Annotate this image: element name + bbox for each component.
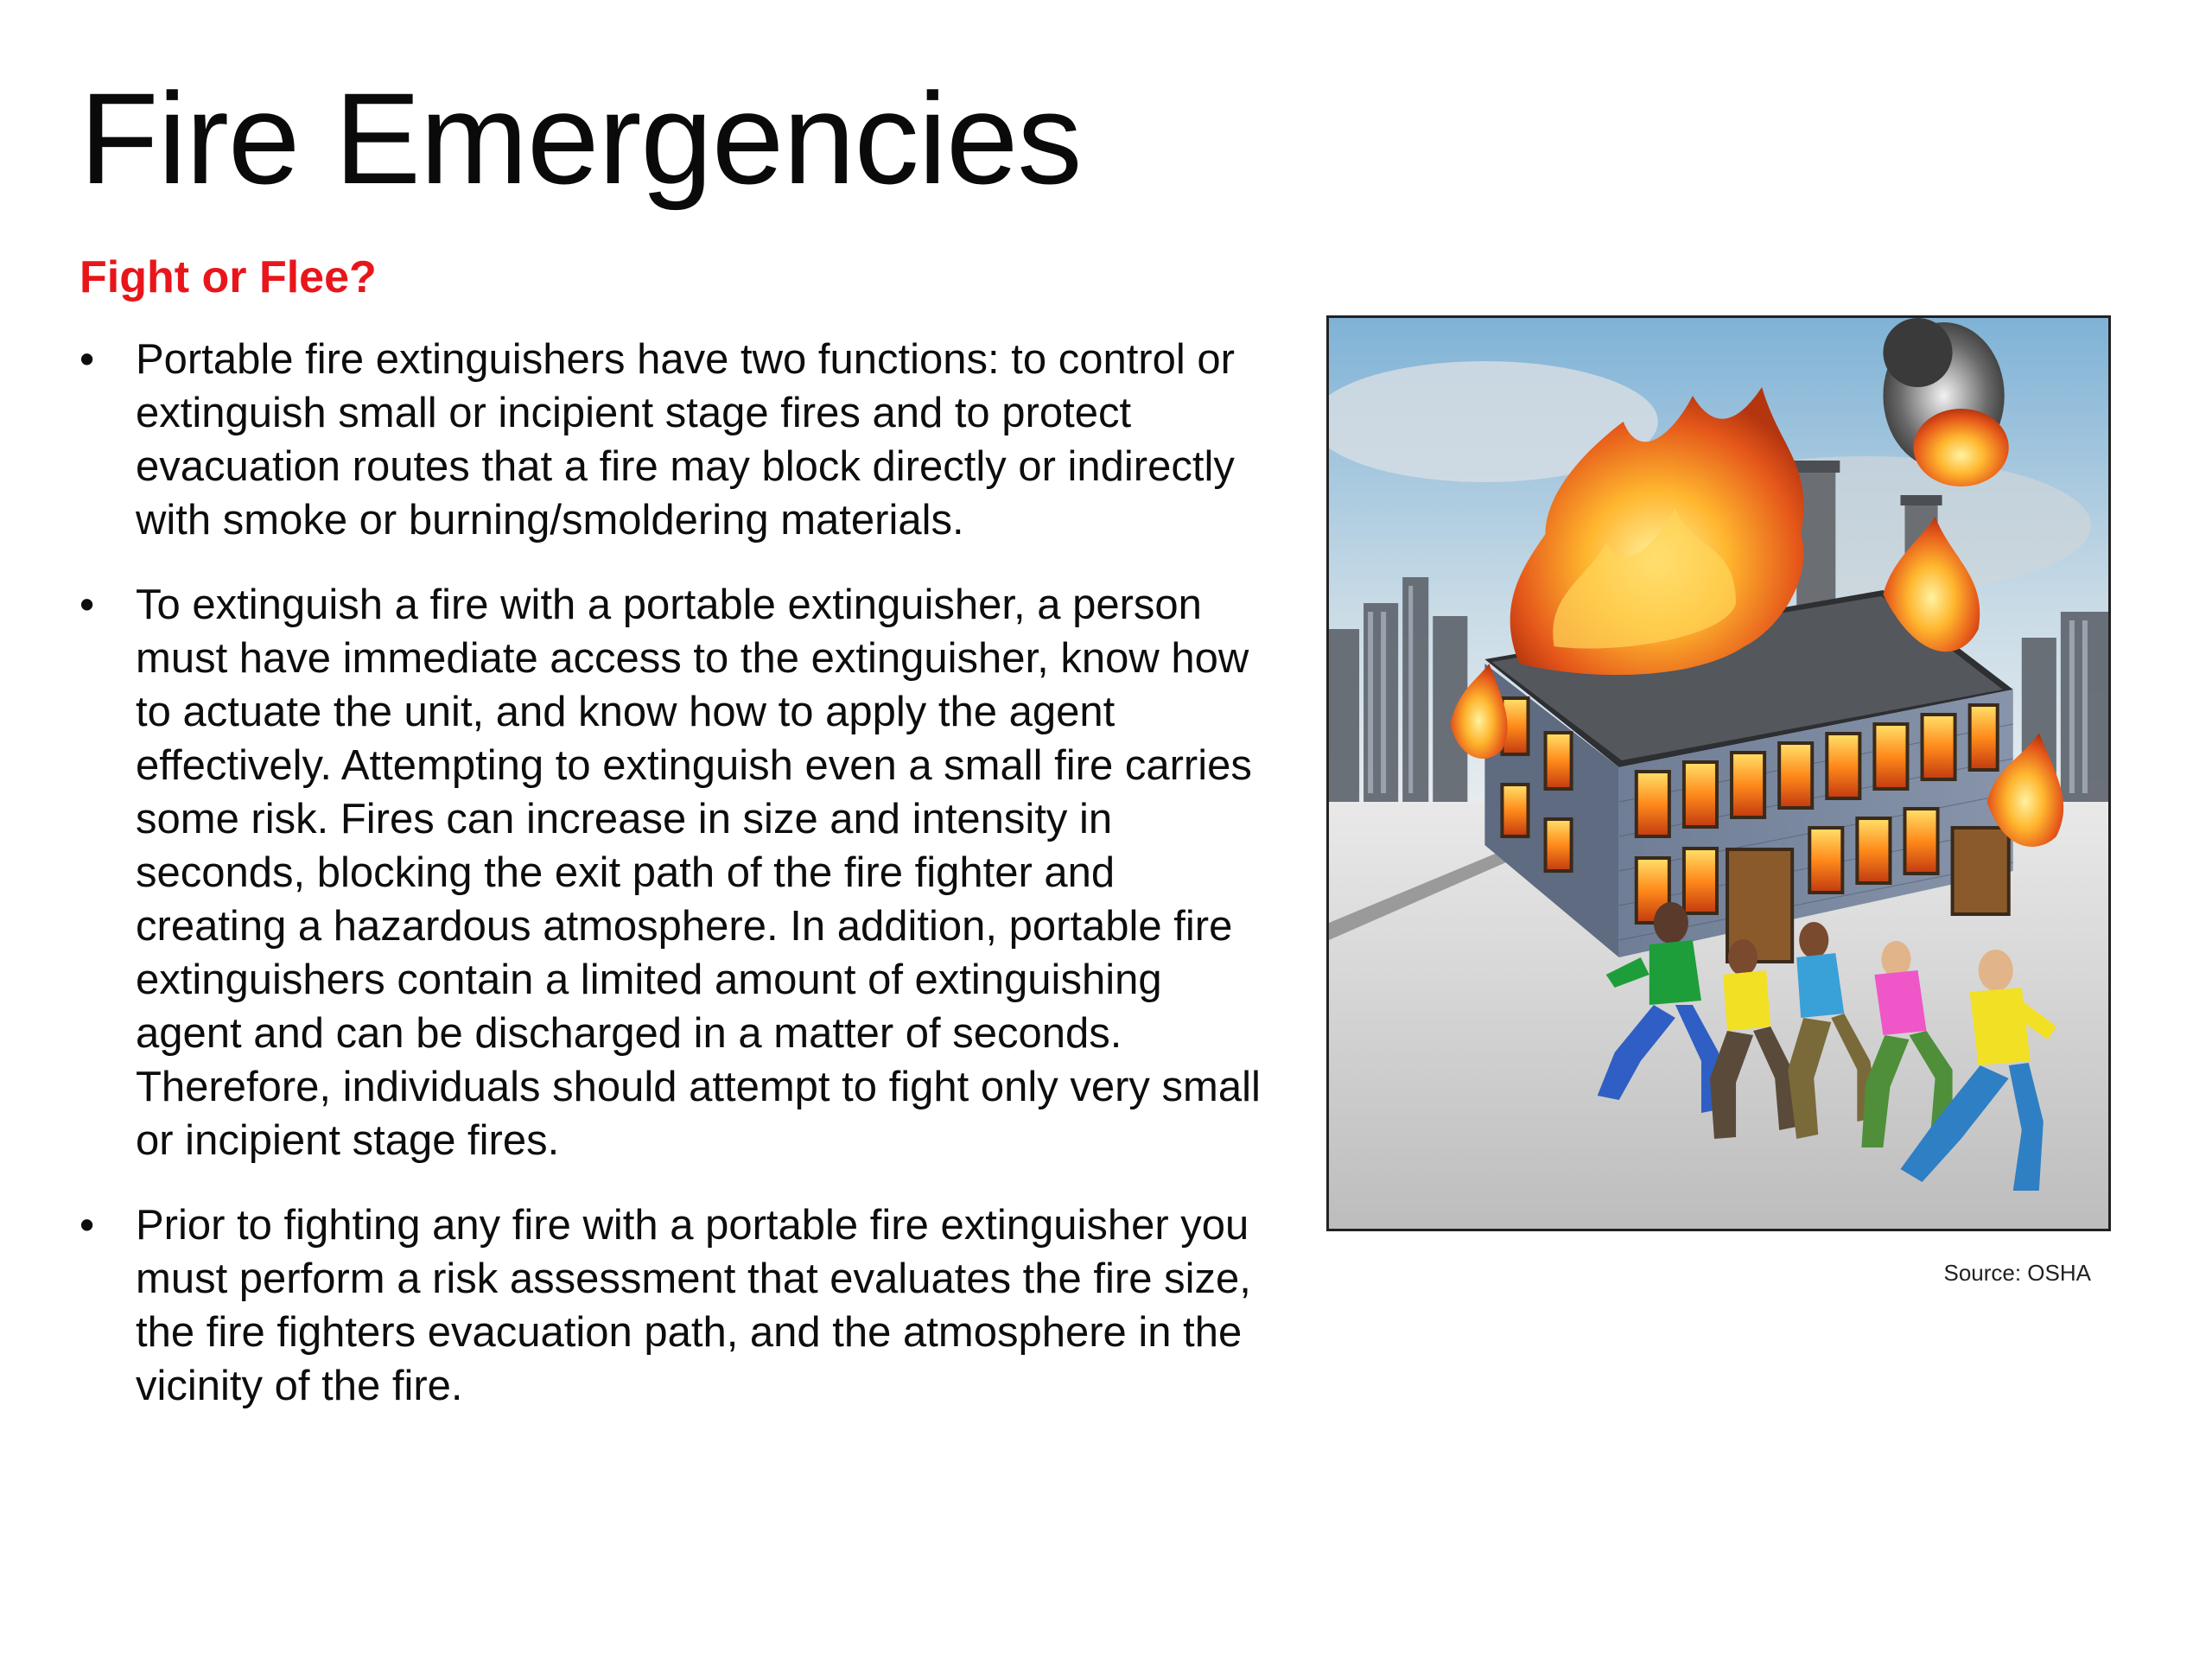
bullet-list — [79, 333, 1272, 1444]
burning-factory-icon — [1329, 318, 2108, 1229]
bullet-item — [79, 1198, 1272, 1413]
bullet-item — [79, 578, 1272, 1167]
bullet-text: Portable fire extinguishers have two functions: to control or extinguish small or incipient stage fires and to protect evacuation routes that a fire may block directly or indirectly with smoke or burning/smoldering materials. — [136, 336, 1235, 543]
slide-subtitle: Fight or Flee? — [79, 252, 377, 302]
bullet-text: To extinguish a fire with a portable extinguisher, a person must have immediate access to the extinguisher, know how to actuate the unit, and know how to apply the agent effectively. Attempting to extinguish even a small fire carries some risk. Fires can increase in size and intensity in seconds, blocking the exit path of the fire fighter and creating a hazardous atmosphere. In addition, portable fire extinguishers contain a limited amount of extinguishing agent and can be discharged in a matter of seconds. Therefore, individuals should attempt to fight only very small or incipient stage fires. — [136, 582, 1261, 1164]
burning-factory-illustration — [1326, 315, 2111, 1231]
bullet-marker: • — [79, 1202, 95, 1249]
bullet-marker: • — [79, 582, 95, 628]
slide-title: Fire Emergencies — [79, 66, 1082, 211]
bullet-item — [79, 333, 1272, 547]
bullet-marker: • — [79, 336, 95, 383]
figure-source-caption: Source: OSHA — [1943, 1260, 2091, 1286]
bullet-text: Prior to fighting any fire with a portable fire extinguisher you must perform a risk assessment that evaluates the fire size, the fire fighters evacuation path, and the atmosphere in the vicinity of the fire. — [136, 1202, 1251, 1409]
